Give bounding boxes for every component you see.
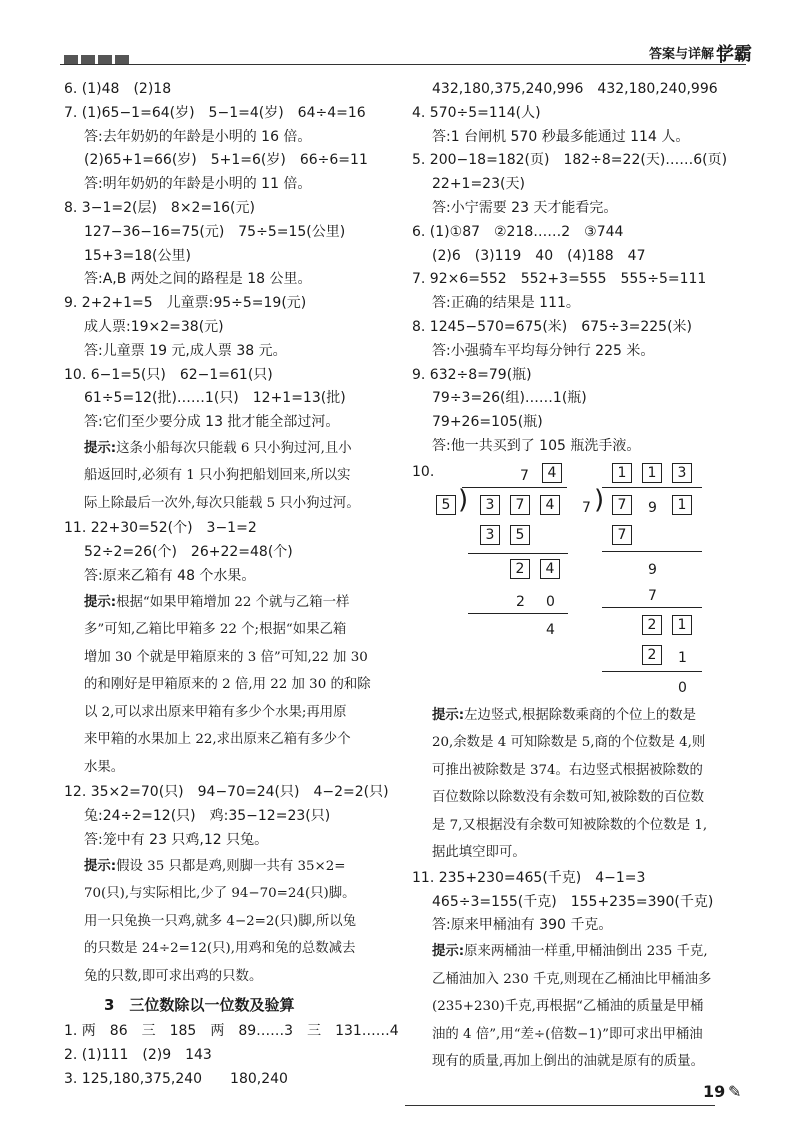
- digit-box: 4: [540, 559, 560, 579]
- digit-box: 3: [672, 463, 692, 483]
- hint-line: 提示:根据“如果甲箱增加 22 个就与乙箱一样: [84, 594, 350, 610]
- hint-line: 际上除最后一次外,每次只能载 5 只小狗过河。: [84, 495, 360, 511]
- hint-line: 水果。: [84, 759, 125, 775]
- answer-line: 答:它们至少要分成 13 批才能全部过河。: [84, 414, 340, 431]
- answer-line: 465÷3=155(千克) 155+235=390(千克): [432, 893, 714, 910]
- subtract-line: [468, 613, 568, 614]
- answer-line: (2)6 (3)119 40 (4)188 47: [432, 247, 646, 264]
- answer-line: 答:儿童票 19 元,成人票 38 元。: [84, 342, 287, 359]
- answer-line: 5. 200−18=182(页) 182÷8=22(天)……6(页): [412, 152, 728, 169]
- hint-line: 百位数除以除数没有余数可知,被除数的百位数: [432, 790, 705, 806]
- answer-line: 79+26=105(瓶): [432, 414, 543, 431]
- answer-line: 成人票:19×2=38(元): [84, 318, 224, 335]
- digit-box: 2: [510, 559, 530, 579]
- digit-box: 1: [672, 495, 692, 515]
- hint-line: 以 2,可以求出原来甲箱有多少个水果;再用原: [84, 704, 347, 720]
- division-bar: [462, 487, 567, 488]
- answer-line: 432,180,375,240,996 432,180,240,996: [432, 81, 718, 97]
- digit: 7: [582, 499, 591, 516]
- answer-line: 52÷2=26(个) 26+22=48(个): [84, 544, 293, 561]
- hint-line: 多”可知,乙箱比甲箱多 22 个;根据“如果乙箱: [84, 622, 347, 638]
- digit: 4: [546, 621, 555, 638]
- hint-line: 现有的质量,再加上倒出的油就是原有的质量。: [432, 1054, 705, 1070]
- division-bar: [602, 487, 702, 488]
- answer-line: 3. 125,180,375,240 180,240: [64, 1070, 288, 1087]
- digit: 0: [678, 679, 687, 696]
- digit-box: 4: [540, 495, 560, 515]
- answer-line: 15+3=18(公里): [84, 247, 191, 264]
- answer-line: 9. 2+2+1=5 儿童票:95÷5=19(元): [64, 295, 307, 312]
- answer-line: 答:明年奶奶的年龄是小明的 11 倍。: [84, 176, 312, 193]
- division-puzzles: [412, 459, 757, 702]
- answer-line: 4. 570÷5=114(人): [412, 104, 541, 121]
- digit-box: 7: [612, 525, 632, 545]
- answer-line: 答:原来甲桶油有 390 千克。: [432, 917, 613, 934]
- answer-line: 6. (1)48 (2)18: [64, 81, 172, 97]
- answer-line: 6. (1)①87 ②218……2 ③744: [412, 223, 624, 240]
- hint-line: 提示:左边竖式,根据除数乘商的个位上的数是: [432, 707, 697, 723]
- answer-line: 答:1 台闸机 570 秒最多能通过 114 人。: [432, 128, 690, 145]
- hint-line: (235+230)千克,再根据“乙桶油的质量是甲桶: [432, 999, 704, 1015]
- digit-box: 7: [612, 495, 632, 515]
- digit: 1: [678, 649, 687, 666]
- hint-line: 20,余数是 4 可知除数是 5,商的个位数是 4,则: [432, 735, 706, 751]
- answer-line: (2)65+1=66(岁) 5+1=6(岁) 66÷6=11: [84, 152, 368, 169]
- hint-line: 是 7,又根据没有余数可知被除数的个位数是 1,: [432, 817, 708, 833]
- division-bracket: ): [594, 484, 605, 515]
- hint-line: 提示:原来两桶油一样重,甲桶油倒出 235 千克,: [432, 944, 708, 960]
- digit: 7: [648, 587, 657, 604]
- subtract-line: [468, 553, 568, 554]
- digit-box: 2: [642, 615, 662, 635]
- section-title: 3 三位数除以一位数及验算: [104, 996, 295, 1015]
- hint-line: 据此填空即可。: [432, 845, 526, 861]
- answer-line: 答:A,B 两处之间的路程是 18 公里。: [84, 271, 312, 288]
- hint-line: 油的 4 倍”,用“差÷(倍数−1)”即可求出甲桶油: [432, 1026, 703, 1042]
- subtract-line: [602, 607, 702, 608]
- page-number: 19: [703, 1082, 726, 1101]
- answer-line: 127−36−16=75(元) 75÷5=15(公里): [84, 223, 346, 240]
- answer-line: 7. 92×6=552 552+3=555 555÷5=111: [412, 271, 707, 288]
- digit-box: 1: [672, 615, 692, 635]
- question-label: 10.: [412, 463, 435, 480]
- answer-line: 61÷5=12(批)……1(只) 12+1=13(批): [84, 390, 346, 407]
- hint-line: 用一只兔换一只鸡,就多 4−2=2(只)脚,所以兔: [84, 913, 357, 929]
- page-header: [0, 0, 800, 72]
- digit: 2: [516, 593, 525, 610]
- answer-line: 2. (1)111 (2)9 143: [64, 1047, 212, 1064]
- answer-line: 8. 1245−570=675(米) 675÷3=225(米): [412, 318, 692, 335]
- answer-line: 11. 22+30=52(个) 3−1=2: [64, 520, 257, 537]
- answer-line: 22+1=23(天): [432, 176, 525, 193]
- subtract-line: [602, 671, 702, 672]
- hint-line: 船返回时,必须有 1 只小狗把船划回来,所以实: [84, 468, 351, 484]
- pencil-icon: ✎: [728, 1082, 742, 1101]
- hint-line: 可推出被除数是 374。右边竖式根据被除数的: [432, 762, 703, 778]
- answer-line: 12. 35×2=70(只) 94−70=24(只) 4−2=2(只): [64, 784, 389, 801]
- answer-line: 答:小宁需要 23 天才能看完。: [432, 199, 618, 216]
- hint-line: 乙桶油加入 230 千克,则现在乙桶油比甲桶油多: [432, 971, 712, 987]
- answer-line: 7. (1)65−1=64(岁) 5−1=4(岁) 64÷4=16: [64, 104, 366, 121]
- header-rule: [60, 64, 746, 65]
- digit-box: 5: [510, 525, 530, 545]
- footer-rule: [405, 1105, 715, 1106]
- digit-box: 5: [436, 495, 456, 515]
- answer-line: 答:正确的结果是 111。: [432, 295, 580, 312]
- answer-line: 答:笼中有 23 只鸡,12 只兔。: [84, 831, 269, 848]
- hint-line: 的和刚好是甲箱原来的 2 倍,用 22 加 30 的和除: [84, 677, 371, 693]
- subtract-line: [602, 551, 702, 552]
- digit-box: 3: [480, 495, 500, 515]
- answer-line: 79÷3=26(组)……1(瓶): [432, 390, 587, 407]
- digit-box: 1: [642, 463, 662, 483]
- hint-line: 来甲箱的水果加上 22,求出原来乙箱有多少个: [84, 732, 351, 748]
- answer-line: 8. 3−1=2(层) 8×2=16(元): [64, 199, 255, 216]
- hint-line: 兔的只数,即可求出鸡的只数。: [84, 968, 263, 984]
- answer-line: 11. 235+230=465(千克) 4−1=3: [412, 869, 646, 886]
- hint-line: 的只数是 24÷2=12(只),用鸡和兔的总数减去: [84, 941, 356, 957]
- digit-box: 7: [510, 495, 530, 515]
- header-squares: [64, 50, 132, 69]
- digit: 9: [648, 561, 657, 578]
- answer-line: 10. 6−1=5(只) 62−1=61(只): [64, 366, 273, 383]
- logo: 学霸: [716, 44, 752, 65]
- hint-line: 增加 30 个就是甲箱原来的 3 倍”可知,22 加 30: [84, 649, 368, 665]
- answer-line: 答:去年奶奶的年龄是小明的 16 倍。: [84, 128, 312, 145]
- digit-box: 2: [642, 645, 662, 665]
- hint-line: 提示:假设 35 只都是鸡,则脚一共有 35×2=: [84, 858, 346, 874]
- digit-box: 4: [542, 463, 562, 483]
- digit: 0: [546, 593, 555, 610]
- hint-line: 提示:这条小船每次只能载 6 只小狗过河,且小: [84, 440, 352, 456]
- hint-line: 70(只),与实际相比,少了 94−70=24(只)脚。: [84, 886, 356, 902]
- left-column: [64, 78, 399, 1092]
- right-column: [412, 78, 757, 1076]
- answer-line: 1. 两 86 三 185 两 89……3 三 131……4: [64, 1023, 399, 1040]
- answer-line: 答:原来乙箱有 48 个水果。: [84, 568, 256, 585]
- digit: 7: [520, 467, 529, 484]
- answer-line: 答:他一共买到了 105 瓶洗手液。: [432, 437, 641, 454]
- digit: 9: [648, 499, 657, 516]
- answer-line: 9. 632÷8=79(瓶): [412, 366, 532, 383]
- brand-text: 答案与详解: [648, 47, 714, 62]
- digit-box: 1: [612, 463, 632, 483]
- answer-line: 答:小强骑车平均每分钟行 225 米。: [432, 342, 655, 359]
- digit-box: 3: [480, 525, 500, 545]
- answer-line: 兔:24÷2=12(只) 鸡:35−12=23(只): [84, 808, 331, 825]
- division-bracket: ): [458, 484, 469, 515]
